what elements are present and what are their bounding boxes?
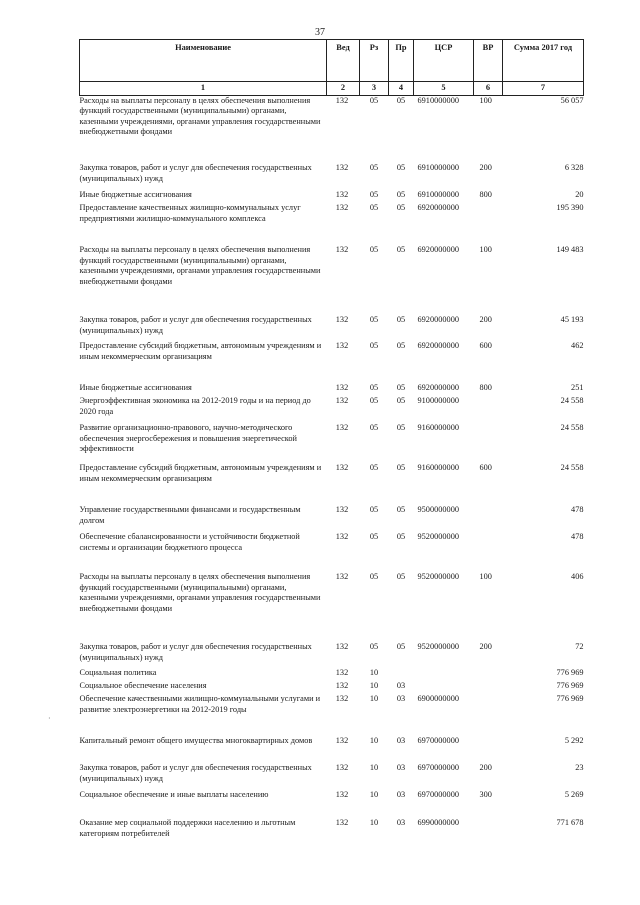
cell-sum: 149 483 [556, 245, 584, 254]
cell-vr: 800 [479, 383, 492, 392]
column-number: 6 [474, 82, 503, 96]
cell-sum: 478 [571, 505, 584, 514]
table-row [80, 736, 584, 763]
cell-ved: 132 [335, 245, 349, 254]
cell-name: Иные бюджетные ассигнования [79, 190, 192, 199]
cell-name: Предоставление субсидий бюджетным, автономным учреждениям и иным некоммерческим организациям [79, 463, 322, 483]
cell-pr: 03 [396, 681, 406, 690]
cell-pr: 05 [396, 532, 406, 541]
cell-rz: 05 [369, 163, 379, 172]
cell-vr: 200 [479, 763, 492, 772]
cell-rz: 05 [369, 505, 379, 514]
budget-table [79, 39, 584, 845]
cell-ved: 132 [335, 463, 349, 472]
cell-sum: 23 [575, 763, 584, 772]
cell-sum: 478 [571, 532, 584, 541]
cell-rz: 05 [369, 341, 379, 350]
column-number-row [80, 82, 584, 96]
page-number: 37 [315, 27, 325, 38]
cell-vr: 100 [479, 572, 492, 581]
cell-rz: 05 [369, 95, 379, 105]
cell-vr [474, 505, 503, 532]
table-row [80, 694, 584, 736]
cell-rz: 05 [369, 532, 379, 541]
cell-pr: 05 [396, 383, 406, 392]
cell-rz: 10 [369, 818, 379, 827]
cell-sum: 5 292 [564, 736, 584, 745]
cell-name: Энергоэффективная экономика на 2012-2019 годы и на период до 2020 года [79, 396, 311, 416]
cell-csr [414, 668, 474, 681]
cell-csr: 9160000000 [417, 423, 459, 432]
cell-name: Закупка товаров, работ и услуг для обеспечения государственных (муниципальных) нужд [79, 163, 312, 183]
cell-sum: 771 678 [556, 818, 584, 827]
cell-pr [389, 668, 414, 681]
cell-ved: 132 [335, 694, 349, 703]
cell-vr: 100 [479, 245, 492, 254]
cell-vr [474, 694, 503, 736]
table-row [80, 190, 584, 203]
cell-pr: 05 [396, 396, 406, 405]
cell-name: Расходы на выплаты персоналу в целях обеспечения выполнения функций государственными (муниципальными) органами, казенными учреждениями, органами управления государственными внебюджетными фондами [79, 95, 321, 136]
cell-ved: 132 [335, 572, 349, 581]
cell-name: Закупка товаров, работ и услуг для обеспечения государственных (муниципальных) нужд [79, 315, 312, 335]
cell-rz: 10 [369, 790, 379, 799]
table-row [80, 642, 584, 668]
cell-sum: 72 [575, 642, 584, 651]
table-row [80, 383, 584, 396]
cell-csr: 9160000000 [417, 463, 459, 472]
cell-csr: 6920000000 [417, 383, 459, 392]
cell-name: Развитие организационно-правового, научно-методического обеспечения энергосбережения и повышения энергетической эффективности [79, 423, 297, 453]
cell-vr [474, 396, 503, 423]
table-row [80, 505, 584, 532]
margin-mark: · [48, 714, 51, 723]
cell-pr: 05 [396, 245, 406, 254]
header-sum: Сумма 2017 год [503, 40, 584, 82]
header-ved: Вед [327, 40, 360, 82]
cell-csr: 6910000000 [417, 190, 459, 199]
cell-pr: 05 [396, 572, 406, 581]
table-row [80, 203, 584, 245]
column-number: 7 [503, 82, 584, 96]
cell-vr: 100 [479, 95, 492, 105]
cell-ved: 132 [335, 95, 349, 105]
cell-rz: 05 [369, 203, 379, 212]
column-number: 4 [389, 82, 414, 96]
table-row [80, 463, 584, 505]
cell-pr: 03 [396, 694, 406, 703]
cell-sum: 6 328 [564, 163, 584, 172]
cell-pr: 05 [396, 95, 406, 105]
table-row [80, 95, 584, 163]
cell-vr: 200 [479, 642, 492, 651]
cell-vr: 200 [479, 315, 492, 324]
cell-vr [474, 681, 503, 694]
cell-rz: 05 [369, 245, 379, 254]
cell-pr: 05 [396, 190, 406, 199]
header-name: Наименование [80, 40, 327, 82]
cell-pr: 05 [396, 463, 406, 472]
cell-vr [474, 423, 503, 463]
table-row [80, 396, 584, 423]
cell-vr: 200 [479, 163, 492, 172]
header-csr: ЦСР [414, 40, 474, 82]
cell-rz: 10 [369, 681, 379, 690]
cell-name: Социальное обеспечение и иные выплаты населению [79, 790, 269, 799]
cell-pr: 03 [396, 818, 406, 827]
cell-name: Расходы на выплаты персоналу в целях обеспечения выполнения функций государственными (муниципальными) органами, казенными учреждениями, органами управления государственными внебюджетными фондами [79, 572, 321, 613]
cell-ved: 132 [335, 383, 349, 392]
header-rz: Рз [360, 40, 389, 82]
cell-vr: 600 [479, 341, 492, 350]
cell-vr [474, 818, 503, 845]
cell-name: Управление государственными финансами и государственным долгом [79, 505, 301, 525]
cell-sum: 776 969 [556, 681, 584, 690]
table-row [80, 790, 584, 818]
column-number: 5 [414, 82, 474, 96]
cell-csr: 9100000000 [417, 396, 459, 405]
header-vr: ВР [474, 40, 503, 82]
table-row [80, 245, 584, 315]
cell-name: Социальная политика [79, 668, 157, 677]
cell-ved: 132 [335, 763, 349, 772]
table-body [80, 95, 584, 845]
cell-csr: 6920000000 [417, 203, 459, 212]
table-row [80, 341, 584, 383]
cell-vr [474, 532, 503, 572]
cell-sum: 20 [575, 190, 584, 199]
cell-rz: 05 [369, 190, 379, 199]
cell-csr: 6910000000 [417, 95, 459, 105]
cell-sum: 5 269 [564, 790, 584, 799]
cell-rz: 05 [369, 463, 379, 472]
cell-ved: 132 [335, 532, 349, 541]
cell-pr: 05 [396, 423, 406, 432]
cell-ved: 132 [335, 681, 349, 690]
cell-csr [414, 681, 474, 694]
table-header-row [80, 40, 584, 82]
cell-name: Капитальный ремонт общего имущества многоквартирных домов [79, 736, 313, 745]
cell-ved: 132 [335, 190, 349, 199]
cell-ved: 132 [335, 668, 349, 677]
cell-rz: 05 [369, 572, 379, 581]
cell-ved: 132 [335, 396, 349, 405]
cell-vr [474, 736, 503, 763]
cell-csr: 9520000000 [417, 532, 459, 541]
cell-ved: 132 [335, 736, 349, 745]
cell-ved: 132 [335, 505, 349, 514]
cell-name: Закупка товаров, работ и услуг для обеспечения государственных (муниципальных) нужд [79, 763, 312, 783]
cell-sum: 406 [571, 572, 584, 581]
table-row [80, 163, 584, 190]
cell-sum: 251 [571, 383, 584, 392]
cell-pr: 05 [396, 341, 406, 350]
cell-name: Социальное обеспечение населения [79, 681, 207, 690]
cell-sum: 56 057 [560, 95, 584, 105]
cell-rz: 10 [369, 736, 379, 745]
cell-csr: 6920000000 [417, 341, 459, 350]
cell-name: Предоставление субсидий бюджетным, автономным учреждениям и иным некоммерческим организациям [79, 341, 322, 361]
cell-rz: 05 [369, 423, 379, 432]
cell-ved: 132 [335, 642, 349, 651]
cell-name: Обеспечение качественными жилищно-коммунальными услугами и развитие электроэнергетики на 2012-2019 годы [79, 694, 321, 714]
table-row [80, 572, 584, 642]
cell-name: Иные бюджетные ассигнования [79, 383, 192, 392]
cell-pr: 05 [396, 163, 406, 172]
cell-vr [474, 668, 503, 681]
cell-name: Обеспечение сбалансированности и устойчивости бюджетной системы и организации бюджетного процесса [79, 532, 300, 552]
cell-pr: 05 [396, 315, 406, 324]
cell-csr: 6910000000 [417, 163, 459, 172]
cell-name: Закупка товаров, работ и услуг для обеспечения государственных (муниципальных) нужд [79, 642, 312, 662]
cell-rz: 10 [369, 763, 379, 772]
cell-csr: 6970000000 [417, 736, 459, 745]
cell-vr: 600 [479, 463, 492, 472]
cell-rz: 10 [369, 668, 379, 677]
cell-name: Расходы на выплаты персоналу в целях обеспечения выполнения функций государственными (муниципальными) органами, казенными учреждениями, органами управления государственными внебюджетными фондами [79, 245, 321, 286]
cell-rz: 10 [369, 694, 379, 703]
cell-csr: 6990000000 [417, 818, 459, 827]
cell-sum: 195 390 [556, 203, 584, 212]
cell-sum: 776 969 [556, 668, 584, 677]
table-row [80, 818, 584, 845]
table-row [80, 532, 584, 572]
column-number: 1 [80, 82, 327, 96]
table-row [80, 681, 584, 694]
cell-vr: 800 [479, 190, 492, 199]
cell-ved: 132 [335, 423, 349, 432]
cell-ved: 132 [335, 790, 349, 799]
cell-rz: 05 [369, 383, 379, 392]
cell-pr: 03 [396, 790, 406, 799]
cell-sum: 24 558 [560, 396, 584, 405]
cell-pr: 05 [396, 203, 406, 212]
cell-csr: 9520000000 [417, 642, 459, 651]
cell-sum: 462 [571, 341, 584, 350]
table-row [80, 315, 584, 341]
cell-csr: 6920000000 [417, 245, 459, 254]
cell-pr: 03 [396, 736, 406, 745]
cell-csr: 9500000000 [417, 505, 459, 514]
cell-sum: 24 558 [560, 423, 584, 432]
header-pr: Пр [389, 40, 414, 82]
cell-csr: 6920000000 [417, 315, 459, 324]
cell-csr: 6900000000 [417, 694, 459, 703]
cell-csr: 9520000000 [417, 572, 459, 581]
cell-vr: 300 [479, 790, 492, 799]
column-number: 3 [360, 82, 389, 96]
cell-ved: 132 [335, 315, 349, 324]
cell-rz: 05 [369, 642, 379, 651]
cell-vr [474, 203, 503, 245]
cell-rz: 05 [369, 396, 379, 405]
cell-pr: 03 [396, 763, 406, 772]
cell-sum: 45 193 [560, 315, 584, 324]
cell-rz: 05 [369, 315, 379, 324]
cell-pr: 05 [396, 642, 406, 651]
column-number: 2 [327, 82, 360, 96]
cell-ved: 132 [335, 818, 349, 827]
cell-name: Оказание мер социальной поддержки населению и льготным категориям потребителей [79, 818, 296, 838]
cell-sum: 776 969 [556, 694, 584, 703]
cell-csr: 6970000000 [417, 790, 459, 799]
table-row [80, 763, 584, 790]
cell-sum: 24 558 [560, 463, 584, 472]
cell-pr: 05 [396, 505, 406, 514]
cell-ved: 132 [335, 163, 349, 172]
table-row [80, 423, 584, 463]
cell-ved: 132 [335, 341, 349, 350]
cell-csr: 6970000000 [417, 763, 459, 772]
table-row [80, 668, 584, 681]
cell-name: Предоставление качественных жилищно-коммунальных услуг предприятиями жилищно-коммунального комплекса [79, 203, 301, 223]
cell-ved: 132 [335, 203, 349, 212]
